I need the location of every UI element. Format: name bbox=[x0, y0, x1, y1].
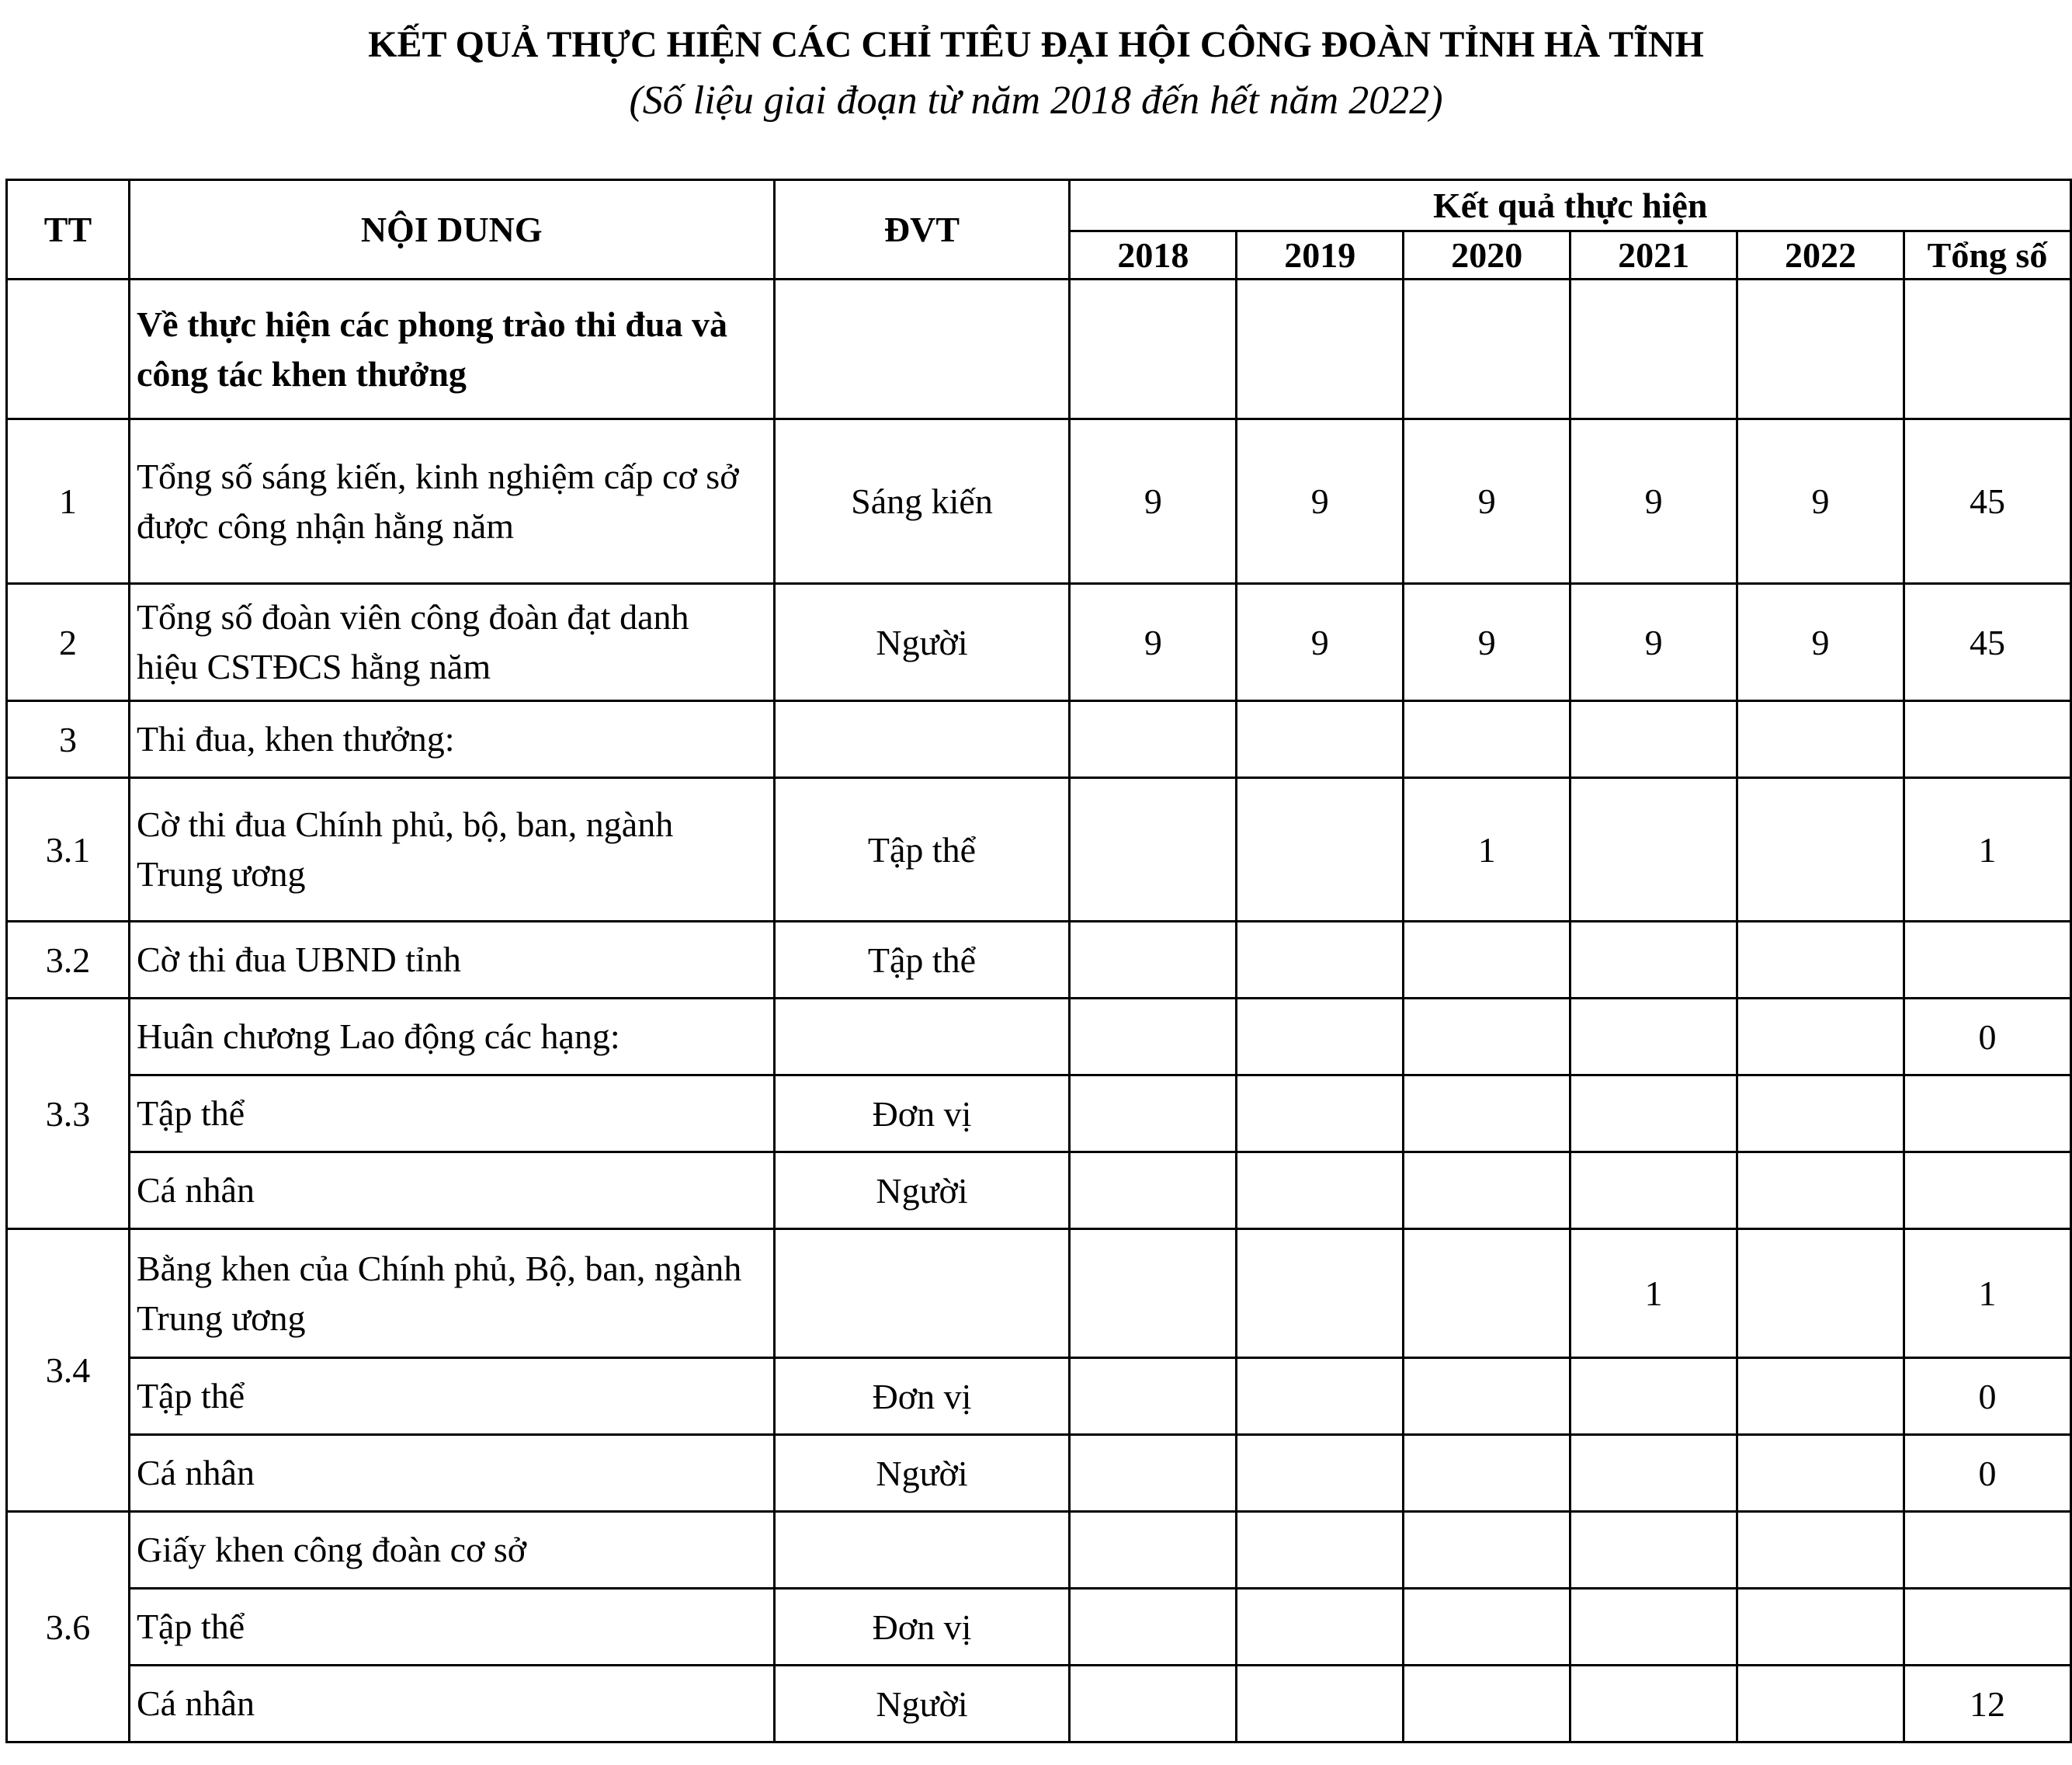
cell-2021 bbox=[1570, 1152, 1737, 1229]
cell-tt: 3 bbox=[7, 701, 130, 778]
cell-2019: 9 bbox=[1237, 584, 1404, 701]
cell-2018: 9 bbox=[1070, 419, 1237, 584]
cell-unit: Người bbox=[774, 1152, 1070, 1229]
cell-content: Tập thể bbox=[129, 1358, 774, 1435]
table-row bbox=[7, 1152, 2071, 1229]
cell-tt: 3.2 bbox=[7, 922, 130, 999]
cell-2020 bbox=[1404, 1152, 1570, 1229]
results-table bbox=[5, 179, 2072, 1743]
cell-2020 bbox=[1404, 280, 1570, 419]
cell-2020 bbox=[1404, 1075, 1570, 1152]
table-row bbox=[7, 1589, 2071, 1666]
cell-2022 bbox=[1737, 1229, 1904, 1358]
table-row bbox=[7, 999, 2071, 1075]
cell-2019 bbox=[1237, 1666, 1404, 1742]
table-row bbox=[7, 280, 2071, 419]
cell-2018 bbox=[1070, 1075, 1237, 1152]
cell-tt bbox=[7, 280, 130, 419]
cell-2021 bbox=[1570, 1075, 1737, 1152]
cell-2021 bbox=[1570, 922, 1737, 999]
cell-content: Cờ thi đua UBND tỉnh bbox=[129, 922, 774, 999]
cell-unit bbox=[774, 1512, 1070, 1589]
cell-2020: 9 bbox=[1404, 584, 1570, 701]
header-2022: 2022 bbox=[1737, 231, 1904, 280]
cell-content: Cờ thi đua Chính phủ, bộ, ban, ngành Trung ương bbox=[129, 778, 774, 922]
cell-2019 bbox=[1237, 1512, 1404, 1589]
cell-2021 bbox=[1570, 701, 1737, 778]
cell-2018 bbox=[1070, 1229, 1237, 1358]
cell-unit: Người bbox=[774, 1666, 1070, 1742]
cell-2018 bbox=[1070, 280, 1237, 419]
cell-2018 bbox=[1070, 778, 1237, 922]
cell-2022 bbox=[1737, 1358, 1904, 1435]
cell-total bbox=[1904, 922, 2071, 999]
cell-2022 bbox=[1737, 922, 1904, 999]
cell-2018 bbox=[1070, 1358, 1237, 1435]
cell-2019 bbox=[1237, 1075, 1404, 1152]
cell-2019 bbox=[1237, 999, 1404, 1075]
table-row bbox=[7, 1358, 2071, 1435]
table-row bbox=[7, 778, 2071, 922]
cell-content: Bằng khen của Chính phủ, Bộ, ban, ngành Trung ương bbox=[129, 1229, 774, 1358]
cell-2022 bbox=[1737, 1666, 1904, 1742]
cell-2021 bbox=[1570, 1512, 1737, 1589]
cell-total bbox=[1904, 1512, 2071, 1589]
cell-2018 bbox=[1070, 1666, 1237, 1742]
cell-2022 bbox=[1737, 1435, 1904, 1512]
cell-2018 bbox=[1070, 1152, 1237, 1229]
cell-unit bbox=[774, 701, 1070, 778]
cell-content: Giấy khen công đoàn cơ sở bbox=[129, 1512, 774, 1589]
header-2021: 2021 bbox=[1570, 231, 1737, 280]
cell-total: 1 bbox=[1904, 1229, 2071, 1358]
document-subtitle: (Số liệu giai đoạn từ năm 2018 đến hết năm 2022) bbox=[629, 78, 1443, 123]
cell-content: Cá nhân bbox=[129, 1152, 774, 1229]
cell-2019 bbox=[1237, 778, 1404, 922]
header-tt: TT bbox=[7, 180, 130, 280]
cell-total: 12 bbox=[1904, 1666, 2071, 1742]
cell-2018 bbox=[1070, 1512, 1237, 1589]
cell-2021 bbox=[1570, 778, 1737, 922]
cell-2020 bbox=[1404, 1435, 1570, 1512]
cell-total bbox=[1904, 1152, 2071, 1229]
cell-2020: 1 bbox=[1404, 778, 1570, 922]
table-row bbox=[7, 1075, 2071, 1152]
table-row bbox=[7, 1666, 2071, 1742]
cell-unit: Tập thể bbox=[774, 922, 1070, 999]
cell-total: 45 bbox=[1904, 419, 2071, 584]
cell-2018 bbox=[1070, 1435, 1237, 1512]
table-row bbox=[7, 584, 2071, 701]
cell-tt: 2 bbox=[7, 584, 130, 701]
header-content: NỘI DUNG bbox=[129, 180, 774, 280]
cell-unit: Tập thể bbox=[774, 778, 1070, 922]
cell-2022: 9 bbox=[1737, 584, 1904, 701]
cell-2021: 9 bbox=[1570, 419, 1737, 584]
cell-2018 bbox=[1070, 701, 1237, 778]
table-row bbox=[7, 701, 2071, 778]
cell-total bbox=[1904, 280, 2071, 419]
cell-2020 bbox=[1404, 1229, 1570, 1358]
cell-2021: 9 bbox=[1570, 584, 1737, 701]
cell-content: Về thực hiện các phong trào thi đua và công tác khen thưởng bbox=[129, 280, 774, 419]
cell-2021 bbox=[1570, 1666, 1737, 1742]
cell-unit: Đơn vị bbox=[774, 1075, 1070, 1152]
cell-total: 45 bbox=[1904, 584, 2071, 701]
cell-2021 bbox=[1570, 999, 1737, 1075]
cell-2021: 1 bbox=[1570, 1229, 1737, 1358]
cell-content: Thi đua, khen thưởng: bbox=[129, 701, 774, 778]
cell-total: 0 bbox=[1904, 999, 2071, 1075]
cell-content: Tổng số đoàn viên công đoàn đạt danh hiệu CSTĐCS hằng năm bbox=[129, 584, 774, 701]
cell-tt: 3.6 bbox=[7, 1512, 130, 1742]
cell-2019: 9 bbox=[1237, 419, 1404, 584]
cell-content: Huân chương Lao động các hạng: bbox=[129, 999, 774, 1075]
table-row bbox=[7, 419, 2071, 584]
cell-tt: 3.4 bbox=[7, 1229, 130, 1512]
cell-content: Cá nhân bbox=[129, 1666, 774, 1742]
cell-2018 bbox=[1070, 922, 1237, 999]
document-title: KẾT QUẢ THỰC HIỆN CÁC CHỈ TIÊU ĐẠI HỘI CÔNG ĐOÀN TỈNH HÀ TĨNH bbox=[368, 24, 1704, 65]
header-total: Tổng số bbox=[1904, 231, 2071, 280]
cell-unit: Sáng kiến bbox=[774, 419, 1070, 584]
cell-2022 bbox=[1737, 1152, 1904, 1229]
cell-content: Tổng số sáng kiến, kinh nghiệm cấp cơ sở được công nhận hằng năm bbox=[129, 419, 774, 584]
cell-2020 bbox=[1404, 701, 1570, 778]
cell-total bbox=[1904, 1589, 2071, 1666]
cell-unit: Người bbox=[774, 584, 1070, 701]
cell-content: Cá nhân bbox=[129, 1435, 774, 1512]
cell-2020 bbox=[1404, 999, 1570, 1075]
cell-total: 1 bbox=[1904, 778, 2071, 922]
cell-total bbox=[1904, 701, 2071, 778]
cell-2022 bbox=[1737, 701, 1904, 778]
header-unit: ĐVT bbox=[774, 180, 1070, 280]
cell-unit: Đơn vị bbox=[774, 1358, 1070, 1435]
cell-content: Tập thể bbox=[129, 1075, 774, 1152]
cell-2022 bbox=[1737, 778, 1904, 922]
cell-2022 bbox=[1737, 999, 1904, 1075]
table-row bbox=[7, 1229, 2071, 1358]
table-row bbox=[7, 1512, 2071, 1589]
cell-2019 bbox=[1237, 280, 1404, 419]
header-2018: 2018 bbox=[1070, 231, 1237, 280]
cell-2019 bbox=[1237, 1435, 1404, 1512]
cell-2022 bbox=[1737, 1075, 1904, 1152]
cell-unit bbox=[774, 280, 1070, 419]
cell-2021 bbox=[1570, 1358, 1737, 1435]
cell-2020 bbox=[1404, 1358, 1570, 1435]
cell-2020 bbox=[1404, 1512, 1570, 1589]
cell-total: 0 bbox=[1904, 1435, 2071, 1512]
cell-tt: 3.3 bbox=[7, 999, 130, 1229]
cell-unit bbox=[774, 999, 1070, 1075]
cell-2018: 9 bbox=[1070, 584, 1237, 701]
cell-2022 bbox=[1737, 1589, 1904, 1666]
cell-total bbox=[1904, 1075, 2071, 1152]
cell-unit: Đơn vị bbox=[774, 1589, 1070, 1666]
cell-2021 bbox=[1570, 1435, 1737, 1512]
cell-2019 bbox=[1237, 1358, 1404, 1435]
cell-2018 bbox=[1070, 1589, 1237, 1666]
cell-2019 bbox=[1237, 1229, 1404, 1358]
header-2020: 2020 bbox=[1404, 231, 1570, 280]
cell-content: Tập thể bbox=[129, 1589, 774, 1666]
cell-tt: 1 bbox=[7, 419, 130, 584]
cell-2022: 9 bbox=[1737, 419, 1904, 584]
table-row bbox=[7, 922, 2071, 999]
cell-2021 bbox=[1570, 280, 1737, 419]
cell-total: 0 bbox=[1904, 1358, 2071, 1435]
cell-tt: 3.1 bbox=[7, 778, 130, 922]
cell-2019 bbox=[1237, 1589, 1404, 1666]
header-2019: 2019 bbox=[1237, 231, 1404, 280]
cell-2020: 9 bbox=[1404, 419, 1570, 584]
cell-unit bbox=[774, 1229, 1070, 1358]
header-results: Kết quả thực hiện bbox=[1070, 180, 2071, 231]
cell-unit: Người bbox=[774, 1435, 1070, 1512]
cell-2020 bbox=[1404, 1589, 1570, 1666]
cell-2022 bbox=[1737, 1512, 1904, 1589]
cell-2021 bbox=[1570, 1589, 1737, 1666]
cell-2019 bbox=[1237, 701, 1404, 778]
table-row bbox=[7, 1435, 2071, 1512]
cell-2020 bbox=[1404, 1666, 1570, 1742]
cell-2019 bbox=[1237, 922, 1404, 999]
cell-2018 bbox=[1070, 999, 1237, 1075]
cell-2020 bbox=[1404, 922, 1570, 999]
cell-2022 bbox=[1737, 280, 1904, 419]
cell-2019 bbox=[1237, 1152, 1404, 1229]
